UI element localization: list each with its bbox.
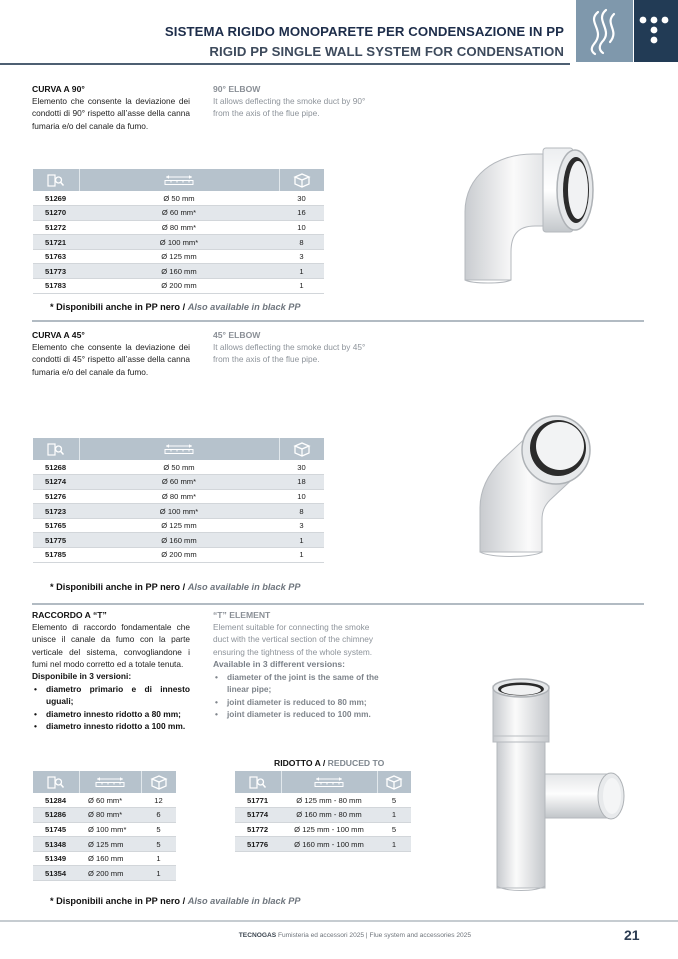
row-quantity: 1	[279, 279, 324, 294]
table-row	[235, 808, 411, 823]
row-code: 51775	[33, 533, 79, 548]
row-code: 51783	[33, 279, 79, 294]
table-row	[33, 548, 324, 563]
row-diameter: Ø 50 mm	[79, 460, 279, 475]
elbow-90-image	[455, 140, 605, 285]
row-code: 51270	[33, 206, 79, 221]
row-code: 51286	[33, 808, 79, 823]
row-code: 51774	[235, 808, 281, 823]
table-row	[33, 837, 176, 852]
t-element-image	[485, 672, 635, 894]
row-code: 51745	[33, 822, 79, 837]
row-diameter: Ø 80 mm*	[79, 808, 141, 823]
diameter-ruler-icon	[95, 776, 125, 788]
header-tile-dark	[634, 0, 678, 62]
section-divider	[32, 603, 644, 605]
footer-caption: TECNOGAS Fumisteria ed accessori 2025 | Flue system and accessories 2025	[238, 932, 471, 939]
page-number: 21	[624, 927, 640, 943]
table-row	[33, 533, 324, 548]
package-box-icon	[292, 441, 312, 457]
row-code: 51348	[33, 837, 79, 852]
row-diameter: Ø 60 mm*	[79, 475, 279, 490]
row-code: 51269	[33, 191, 79, 206]
table-row	[235, 793, 411, 808]
section-title-en: 45° ELBOW	[213, 330, 261, 340]
row-code: 51276	[33, 489, 79, 504]
table-header-code	[33, 771, 79, 793]
table-header-code	[235, 771, 281, 793]
row-diameter: Ø 60 mm*	[79, 793, 141, 808]
availability-note: * Disponibili anche in PP nero / Also available in black PP	[50, 302, 301, 312]
row-code: 51771	[235, 793, 281, 808]
catalog-search-icon	[47, 174, 65, 187]
row-diameter: Ø 100 mm*	[79, 235, 279, 250]
row-code: 51284	[33, 793, 79, 808]
row-quantity: 5	[377, 793, 411, 808]
table-row	[33, 793, 176, 808]
table-row	[33, 822, 176, 837]
list-item: • joint diameter is reduced to 80 mm;	[213, 696, 383, 708]
row-quantity: 30	[279, 191, 324, 206]
row-quantity: 8	[279, 235, 324, 250]
row-diameter: Ø 50 mm	[79, 191, 279, 206]
table-header-diameter	[79, 438, 279, 460]
section-title-it: CURVA A 90°	[32, 84, 85, 94]
section-divider	[32, 320, 644, 322]
catalog-search-icon	[47, 776, 65, 789]
row-diameter: Ø 125 mm - 100 mm	[281, 822, 377, 837]
product-table	[33, 169, 324, 294]
table-row	[33, 475, 324, 490]
table-row	[33, 220, 324, 235]
header-rule	[0, 63, 570, 65]
row-quantity: 10	[279, 489, 324, 504]
table-row	[33, 808, 176, 823]
table-header-quantity	[279, 438, 324, 460]
header-tile-light	[576, 0, 633, 62]
table-row	[33, 264, 324, 279]
list-item: • joint diameter is reduced to 100 mm.	[213, 708, 383, 720]
table-header-diameter	[281, 771, 377, 793]
section-desc-it: Elemento che consente la deviazione dei condotti di 90° rispetto all’asse della canna fumaria e/o del canale da fumo.	[32, 96, 190, 131]
row-diameter: Ø 200 mm	[79, 548, 279, 563]
row-code: 51776	[235, 837, 281, 852]
versions-label-en: Available in 3 different versions:	[213, 659, 345, 669]
table-row	[33, 279, 324, 294]
header-title-en: RIGID PP SINGLE WALL SYSTEM FOR CONDENSATION	[209, 44, 564, 59]
table-row	[33, 206, 324, 221]
table-header-code	[33, 438, 79, 460]
row-code: 51721	[33, 235, 79, 250]
row-code: 51354	[33, 866, 79, 881]
section-title-it: CURVA A 45°	[32, 330, 85, 340]
row-quantity: 1	[377, 808, 411, 823]
table-row	[33, 504, 324, 519]
catalog-search-icon	[47, 443, 65, 456]
table-row	[33, 851, 176, 866]
table-row	[235, 837, 411, 852]
row-diameter: Ø 60 mm*	[79, 206, 279, 221]
diameter-ruler-icon	[164, 443, 194, 455]
row-diameter: Ø 125 mm	[79, 837, 141, 852]
header-title-it: SISTEMA RIGIDO MONOPARETE PER CONDENSAZIONE IN PP	[164, 24, 564, 39]
row-quantity: 16	[279, 206, 324, 221]
row-code: 51268	[33, 460, 79, 475]
row-quantity: 3	[279, 249, 324, 264]
row-quantity: 1	[279, 548, 324, 563]
row-quantity: 5	[141, 822, 176, 837]
row-code: 51765	[33, 518, 79, 533]
table-row	[33, 191, 324, 206]
table-row	[33, 489, 324, 504]
package-box-icon	[384, 774, 404, 790]
row-quantity: 1	[141, 851, 176, 866]
table-row	[235, 822, 411, 837]
section-title-it: RACCORDO A “T”	[32, 610, 107, 620]
row-diameter: Ø 100 mm*	[79, 504, 279, 519]
row-diameter: Ø 125 mm	[79, 249, 279, 264]
table-row	[33, 866, 176, 881]
diameter-ruler-icon	[314, 776, 344, 788]
section-desc-en: It allows deflecting the smoke duct by 45° from the axis of the flue pipe.	[213, 342, 366, 365]
row-diameter: Ø 160 mm	[79, 533, 279, 548]
section-title-en: 90° ELBOW	[213, 84, 261, 94]
catalog-search-icon	[249, 776, 267, 789]
row-quantity: 1	[141, 866, 176, 881]
row-diameter: Ø 200 mm	[79, 866, 141, 881]
section-desc-en: It allows deflecting the smoke duct by 90° from the axis of the flue pipe.	[213, 96, 366, 119]
table-header-quantity	[377, 771, 411, 793]
reduced-to-title: RIDOTTO A / REDUCED TO	[274, 758, 385, 768]
table-row	[33, 235, 324, 250]
row-diameter: Ø 125 mm - 80 mm	[281, 793, 377, 808]
row-diameter: Ø 80 mm*	[79, 220, 279, 235]
versions-list-it	[32, 683, 190, 732]
table-header-quantity	[141, 771, 176, 793]
section-desc-it: Elemento che consente la deviazione dei condotti di 45° rispetto all’asse della canna fumaria e/o del canale da fumo.	[32, 342, 190, 377]
row-code: 51272	[33, 220, 79, 235]
list-item: • diametro innesto ridotto a 80 mm;	[32, 708, 190, 720]
package-box-icon	[292, 172, 312, 188]
product-table	[33, 438, 324, 563]
row-diameter: Ø 160 mm - 80 mm	[281, 808, 377, 823]
reduced-table	[235, 771, 411, 852]
list-item: • diametro primario e di innesto uguali;	[32, 683, 190, 708]
product-table	[33, 771, 176, 881]
row-code: 51723	[33, 504, 79, 519]
row-quantity: 5	[141, 837, 176, 852]
section-title-en: “T” ELEMENT	[213, 610, 271, 620]
table-header-diameter	[79, 169, 279, 191]
row-quantity: 1	[279, 264, 324, 279]
row-quantity: 6	[141, 808, 176, 823]
row-code: 51349	[33, 851, 79, 866]
row-diameter: Ø 160 mm - 100 mm	[281, 837, 377, 852]
versions-list-en	[213, 671, 383, 720]
row-code: 51785	[33, 548, 79, 563]
row-quantity: 30	[279, 460, 324, 475]
table-row	[33, 249, 324, 264]
row-quantity: 5	[377, 822, 411, 837]
elbow-45-image	[470, 400, 600, 560]
row-diameter: Ø 80 mm*	[79, 489, 279, 504]
table-header-diameter	[79, 771, 141, 793]
list-item: • diametro innesto ridotto a 100 mm.	[32, 720, 190, 732]
list-item: • diameter of the joint is the same of the linear pipe;	[213, 671, 383, 696]
row-code: 51772	[235, 822, 281, 837]
footer-rule	[0, 920, 678, 922]
row-code: 51763	[33, 249, 79, 264]
table-row	[33, 460, 324, 475]
row-diameter: Ø 200 mm	[79, 279, 279, 294]
row-code: 51773	[33, 264, 79, 279]
row-quantity: 18	[279, 475, 324, 490]
row-diameter: Ø 125 mm	[79, 518, 279, 533]
section-desc-en: Element suitable for connecting the smoke duct with the vertical section of the chimney ensuring the tightness of the whole system.	[213, 622, 374, 657]
table-row	[33, 518, 324, 533]
row-diameter: Ø 160 mm	[79, 264, 279, 279]
row-quantity: 3	[279, 518, 324, 533]
row-code: 51274	[33, 475, 79, 490]
diameter-ruler-icon	[164, 174, 194, 186]
availability-note: * Disponibili anche in PP nero / Also available in black PP	[50, 896, 301, 906]
availability-note: * Disponibili anche in PP nero / Also available in black PP	[50, 582, 301, 592]
row-quantity: 1	[279, 533, 324, 548]
versions-label-it: Disponibile in 3 versioni:	[32, 671, 132, 681]
row-quantity: 1	[377, 837, 411, 852]
table-header-code	[33, 169, 79, 191]
row-quantity: 12	[141, 793, 176, 808]
brand-dots-icon	[634, 0, 678, 62]
package-box-icon	[149, 774, 169, 790]
smoke-waves-icon	[576, 0, 633, 62]
row-quantity: 8	[279, 504, 324, 519]
row-quantity: 10	[279, 220, 324, 235]
section-desc-it: Elemento di raccordo fondamentale che unisce il canale da fumo con la parte verticale del sistema, convogliandone i fumi nel modo corretto ed a totale tenuta.	[32, 622, 190, 669]
row-diameter: Ø 100 mm*	[79, 822, 141, 837]
row-diameter: Ø 160 mm	[79, 851, 141, 866]
table-header-quantity	[279, 169, 324, 191]
